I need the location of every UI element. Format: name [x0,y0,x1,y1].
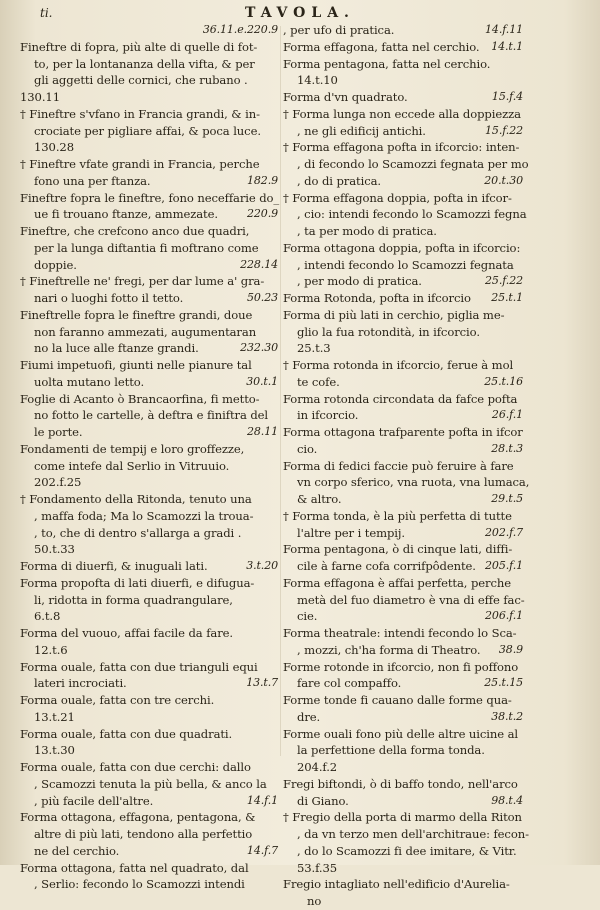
index-line [283,257,523,274]
entry-text: Foglie di Acanto ò Brancaorfina, fi metto- [20,391,260,406]
page-header [40,2,560,24]
index-line [20,659,278,676]
entry-text: Fineftrelle fopra le fineftre grandi, doue [20,307,253,322]
entry-text: ne del cerchio. [34,843,120,858]
entry-text: 14.t.10 [297,73,338,88]
index-line [283,860,523,877]
entry-text: Forma ouale, fatta con due cerchi: dallo [20,760,251,774]
entry-text: le porte. [34,425,83,439]
entry-text: Forma ouale, fatta con due quadrati. [20,726,233,741]
entry-text: Forma pentagona, ò di cinque lati, diffi- [283,542,513,557]
index-line [283,106,523,123]
entry-text: 50.t.33 [34,542,75,557]
index-line [283,39,523,56]
index-line [20,39,278,56]
entry-text: to, per la lontananza della vifta, & per [34,56,255,71]
index-line [20,22,278,39]
entry-text: Fineftre, che crefcono anco due quadri, [20,224,250,238]
index-line [283,826,529,843]
entry-text: Forma ottagona, effagona, pentagona, & [20,810,256,825]
entry-text: Forme ouali fono più delle altre uicine al [283,726,519,741]
index-line [283,474,530,491]
index-line [283,692,523,709]
entry-text: Forme tonde fi cauano dalle forme qua- [283,693,512,707]
page-reference: 14.f.7 [246,843,278,857]
page-reference: 30.t.1 [246,374,278,388]
index-line [283,776,523,793]
page-reference: 205.f.1 [485,559,523,572]
entry-text: , intendi fecondo lo Scamozzi fegnata [297,257,514,272]
entry-text: 202.f.25 [34,475,82,490]
index-line [283,56,523,73]
entry-text: come intefe dal Serlio in Vitruuio. [34,458,230,473]
page-reference: 28.11 [247,425,278,438]
entry-text: 13.t.21 [34,709,75,724]
entry-text: , per ufo di pratica. [283,23,395,37]
entry-text: & altro. [297,492,342,506]
entry-text: Fiumi impetuofi, giunti nelle pianure tal [20,358,252,372]
index-line [20,608,278,625]
page-title: TAVOLA. [245,5,355,21]
index-line [20,675,278,692]
entry-text: altre di più lati, tendono alla perfettio [34,827,253,841]
entry-text: fare col compaffo. [297,676,402,691]
entry-text: , cio: intendi fecondo lo Scamozzi fegna [297,207,527,222]
page-reference: 28.t.3 [491,441,523,455]
entry-text: 53.f.35 [297,860,338,875]
page-reference: 25.t.1 [491,291,523,304]
entry-text: Forma effagona è affai perfetta, perche [283,575,512,590]
index-line [20,72,278,89]
entry-text: , ta per modo di pratica. [297,224,437,238]
index-line [283,173,523,190]
entry-text: † Fineftre s'vfano in Francia grandi, & in- [20,106,260,121]
index-line [283,72,523,89]
entry-text: † Fineftrelle ne' fregi, per dar lume a' gra- [20,274,265,289]
index-line [20,558,278,575]
entry-text: cie. [297,609,318,624]
index-line [20,742,278,759]
index-line [20,89,278,106]
page-reference: 232.30 [240,341,278,355]
index-line [20,307,278,324]
entry-text: Forma theatrale: intendi fecondo lo Sca- [283,626,517,640]
entry-text: cio. [297,441,318,456]
index-line [20,290,278,307]
entry-text: doppie. [34,257,77,272]
index-line [20,709,278,726]
index-line [283,525,523,542]
entry-text: Forma di fedici faccie può feruire à fare [283,458,514,473]
entry-text: no [307,894,322,908]
page-reference: 202.f.7 [485,525,523,539]
index-line [283,206,527,223]
entry-text: nari o luoghi fotto il tetto. [34,291,184,305]
entry-text: , di fecondo lo Scamozzi fegnata per mo [297,157,529,171]
column-divider [280,26,281,756]
entry-text: lateri incrociati. [34,676,127,691]
page-reference: 3.t.20 [246,559,278,572]
entry-text: non faranno ammezati, augumentaran [34,324,257,339]
page-reference: 38.9 [498,642,523,656]
entry-text: , da vn terzo men dell'architraue: fecon- [297,827,529,841]
index-line [283,424,523,441]
page-reference: 98.t.4 [491,793,523,807]
index-line [283,391,523,408]
index-line [283,793,523,810]
entry-text: , per modo di pratica. [297,274,422,289]
entry-text: gli aggetti delle cornici, che rubano . [34,73,248,88]
index-line [20,759,278,776]
index-line [283,223,523,240]
page-reference: 182.9 [247,173,278,187]
index-line [20,692,278,709]
entry-text: vn corpo sferico, vna ruota, vna lumaca, [297,475,530,490]
header-catchword: ti. [40,6,53,20]
entry-text: Forma ottagona doppia, pofta in ifcorcio: [283,240,521,255]
index-line [20,156,278,173]
index-line [20,575,278,592]
index-line [283,709,523,726]
index-line [20,809,278,826]
index-line [283,22,523,39]
entry-text: Forma rotonda circondata da fafce pofta [283,391,518,406]
page-reference: 50.23 [247,291,278,304]
entry-text: , ne gli edificij antichi. [297,123,426,138]
entry-text: Fregi biftondi, ò di baffo tondo, nell'arco [283,776,518,791]
index-line [20,190,278,207]
entry-text: metà del fuo diametro è vna di effe fac- [297,592,525,607]
entry-text: Forma Rotonda, pofta in ifcorcio [283,291,471,305]
index-line [20,374,278,391]
index-line [283,809,523,826]
page-reference: 25.f.22 [485,274,523,288]
index-line [283,307,523,324]
entry-text: 130.28 [34,140,74,155]
page-reference: 15.f.4 [491,90,523,103]
entry-text: Forma di diuerfi, & inuguali lati. [20,559,208,573]
entry-text: ue fi trouano ftanze, ammezate. [34,207,218,222]
entry-text: † Fondamento della Ritonda, tenuto una [20,492,252,506]
index-line [283,458,523,475]
index-line [283,156,529,173]
entry-text: † Forma lunga non eccede alla doppiezza [283,106,521,121]
entry-text: in ifcorcio. [297,408,359,423]
page-reference: 206.f.1 [485,609,523,623]
index-line [20,257,278,274]
entry-text: Forma di più lati in cerchio, piglia me- [283,307,505,322]
index-line [20,843,278,860]
index-line [283,675,523,692]
entry-text: † Forma effagona pofta in ifcorcio: inten- [283,140,520,155]
page-reference: 36.11.e.220.9 [202,23,278,36]
page-reference: 25.t.16 [484,374,523,388]
entry-text: 6.t.8 [34,609,61,624]
index-line [20,726,278,743]
entry-text: la perfettione della forma tonda. [297,743,485,758]
index-line [283,843,523,860]
index-line [20,123,278,140]
entry-text: Forma del vuouo, affai facile da fare. [20,626,233,640]
entry-text: per la lunga diftantia fi moftrano come [34,240,259,255]
entry-text: te cofe. [297,374,340,389]
entry-text: 12.t.6 [34,642,68,657]
index-line [283,592,523,609]
entry-text: Fondamenti de tempij e loro groffezze, [20,441,245,456]
index-line [283,608,523,625]
index-line [283,491,523,508]
page-reference: 26.f.1 [491,408,523,422]
index-line [283,407,523,424]
page-reference: 38.t.2 [491,709,523,723]
index-line [20,407,278,424]
page-reference: 29.t.5 [491,492,523,505]
index-line [20,826,278,843]
index-line [283,759,523,776]
entry-text: l'altre per i tempij. [297,525,405,540]
entry-text: † Fregio della porta di marmo della Riton [283,810,522,825]
entry-text: 13.t.30 [34,743,75,758]
entry-text: , maffa foda; Ma lo Scamozzi la troua- [34,508,254,523]
entry-text: 25.t.3 [297,341,331,356]
entry-text: Fineftre fopra le fineftre, fono neceffarie do_ [20,190,280,205]
index-line [283,441,523,458]
index-line [283,642,523,659]
index-line [20,424,278,441]
index-line [20,340,278,357]
index-line [283,240,523,257]
entry-text: no fotto le cartelle, à deftra e finiftra del [34,408,269,423]
entry-text: di Giano. [297,793,349,808]
index-line [20,793,278,810]
index-line [20,592,278,609]
index-line [20,491,278,508]
page-reference: 14.t.1 [491,39,523,53]
index-line [283,190,523,207]
index-line [283,726,523,743]
index-line [283,575,523,592]
entry-text: Forma ottagona trafparente pofta in ifcor [283,425,523,439]
entry-text: , do lo Scamozzi fi dee imitare, & Vitr. [297,843,517,858]
index-line [20,860,278,877]
entry-text: 204.f.2 [297,760,338,774]
index-line [20,474,278,491]
index-line [283,541,523,558]
entry-text: Fineftre di fopra, più alte di quelle di fot- [20,39,258,54]
entry-text: † Forma rotonda in ifcorcio, ferue à mol [283,358,514,372]
index-line [20,273,278,290]
entry-text: Forma pentagona, fatta nel cerchio. [283,56,491,71]
entry-text: Forma ouale, fatta con tre cerchi. [20,693,215,707]
right-column [283,22,530,910]
page-reference: 220.9 [247,207,278,221]
index-line [20,525,278,542]
entry-text: dre. [297,709,321,724]
index-line [20,240,278,257]
index-line [20,776,278,793]
entry-text: uolta mutano letto. [34,374,145,389]
entry-text: no la luce alle ftanze grandi. [34,341,199,356]
entry-text: crociate per pigliare affai, & poca luce. [34,123,261,138]
index-line [20,625,278,642]
entry-text: Forma ottagona, fatta nel quadrato, dal [20,860,249,875]
page-reference: 228.14 [240,257,278,271]
entry-text: fono una per ftanza. [34,173,151,188]
index-line [20,173,278,190]
entry-text: , mozzi, ch'ha forma di Theatro. [297,642,481,657]
index-line [283,357,523,374]
index-line [20,223,278,240]
page-reference: 20.t.30 [484,173,523,187]
index-line [283,893,523,910]
page-reference: 14.f.1 [246,793,278,807]
index-line [20,541,278,558]
page-reference: 15.f.22 [485,123,523,137]
index-line [20,206,278,223]
entry-text: , Serlio: fecondo lo Scamozzi intendi [34,877,245,892]
entry-text: Forma ouale, fatta con due trianguli equi [20,659,258,674]
index-line [283,324,523,341]
page-reference: 13.t.7 [246,676,278,690]
index-line [283,340,523,357]
entry-text: cile à farne cofa corrifpôdente. [297,559,476,573]
entry-text: , più facile dell'altre. [34,793,154,808]
entry-text: Fregio intagliato nell'edificio d'Aurelia- [283,877,510,892]
index-line [283,558,523,575]
index-line [20,106,278,123]
left-column [20,22,278,893]
index-line [20,357,278,374]
page-reference: 25.t.15 [484,676,523,690]
entry-text: Forma propofta di lati diuerfi, e difugua- [20,575,255,590]
index-line [283,625,523,642]
entry-text: , do di pratica. [297,173,382,188]
entry-text: Forme rotonde in ifcorcio, non fi poffono [283,659,519,674]
index-line [20,391,278,408]
index-line [283,508,523,525]
index-line [283,290,523,307]
entry-text: glio la fua rotondità, in ifcorcio. [297,324,480,339]
entry-text: † Forma tonda, è la più perfetta di tutte [283,508,512,523]
index-line [20,876,278,893]
index-line [283,659,523,676]
entry-text: , Scamozzi tenuta la più bella, & anco la [34,776,267,791]
index-line [20,56,278,73]
index-line [283,123,523,140]
index-line [20,441,278,458]
entry-text: 130.11 [20,90,60,104]
index-line [20,508,278,525]
entry-text: † Forma effagona doppia, pofta in ifcor- [283,190,512,205]
entry-text: † Fineftre vfate grandi in Francia, perche [20,157,260,171]
index-line [283,139,523,156]
index-line [20,458,278,475]
entry-text: li, ridotta in forma quadrangulare, [34,592,233,607]
entry-text: Forma d'vn quadrato. [283,90,408,104]
index-line [283,876,523,893]
index-line [283,742,523,759]
entry-text: , to, che di dentro s'allarga a gradi . [34,525,242,540]
index-line [20,642,278,659]
index-line [283,273,523,290]
page-reference: 14.f.11 [485,23,523,36]
index-line [283,89,523,106]
index-line [283,374,523,391]
entry-text: Forma effagona, fatta nel cerchio. [283,39,480,54]
index-line [20,324,278,341]
index-line [20,139,278,156]
